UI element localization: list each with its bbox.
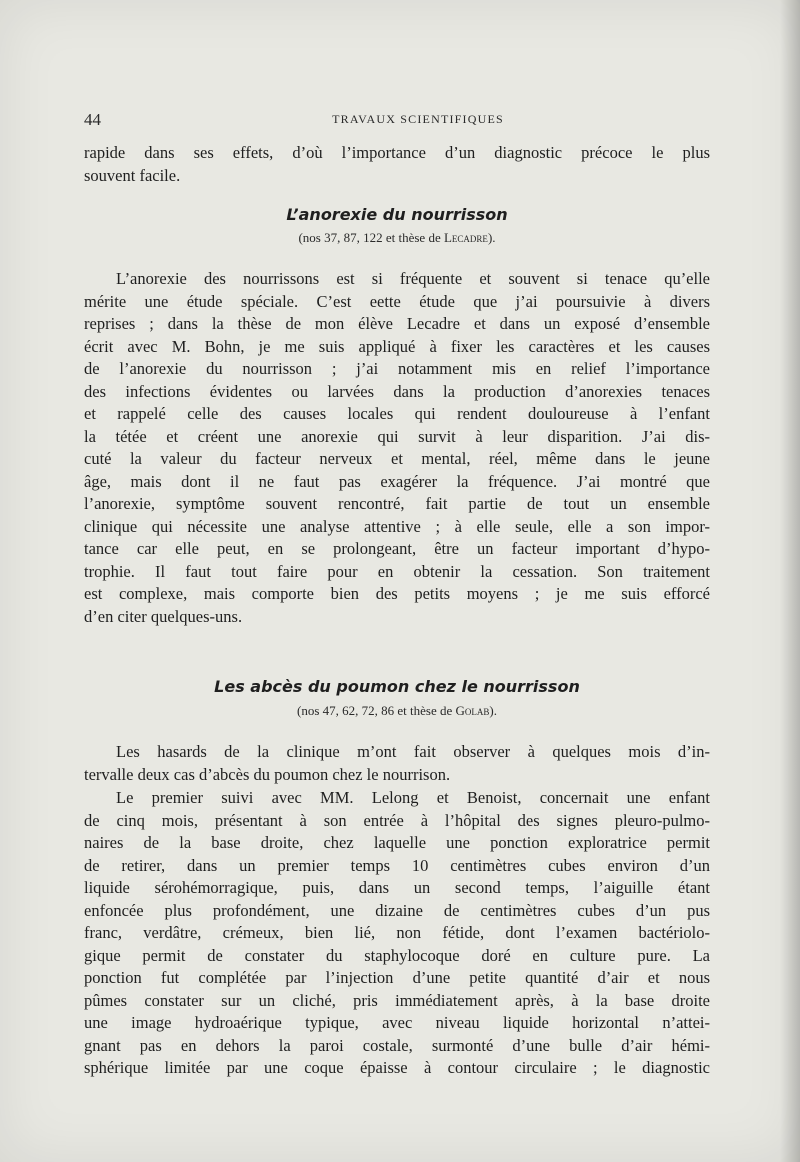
running-title: TRAVAUX SCIENTIFIQUES <box>332 112 504 126</box>
text-line: cuté la valeur du facteur nerveux et mental, réel, même dans le jeune <box>84 449 710 468</box>
page-header <box>84 110 712 130</box>
text-line: de cinq mois, présentant à son entrée à l’hôpital des signes pleuro-pulmo- <box>84 810 710 830</box>
text-line: trophie. Il faut tout faire pour en obtenir la cessation. Son traitement <box>84 561 710 581</box>
text-line: sphérique limitée par une coque épaisse à contour circulaire ; le diagnostic <box>84 1058 710 1077</box>
text-line: clinique qui nécessite une analyse attentive ; à elle seule, elle a son impor- <box>84 516 710 536</box>
section-ref-abces: (nos 47, 62, 72, 86 et thèse de Golab). <box>297 703 497 718</box>
section-ref-anorexie: (nos 37, 87, 122 et thèse de Lecadre). <box>298 230 496 245</box>
text-line: et rappelé celle des causes locales qui rendent douloureuse à l’enfant <box>84 404 710 423</box>
text-line: est complexe, mais comporte bien des petits moyens ; je me suis efforcé <box>84 584 710 603</box>
text-line: d’en citer quelques-uns. <box>84 606 243 626</box>
text-line: franc, verdâtre, crémeux, bien lié, non fétide, dont l’examen bactériolo- <box>84 923 710 942</box>
text-line: des infections évidentes ou larvées dans la production d’anorexies tenaces <box>84 381 710 401</box>
text-line: souvent facile. <box>84 165 181 185</box>
text-line: naires de la base droite, chez laquelle une ponction exploratrice permit <box>84 833 710 852</box>
page-number: 44 <box>84 110 101 129</box>
text-line: de l’anorexie du nourrisson ; j’ai notamment mis en relief l’importance <box>84 359 710 378</box>
text-line: Le premier suivi avec MM. Lelong et Benoist, concernait une enfant <box>116 788 710 807</box>
text-line: Les hasards de la clinique m’ont fait observer à quelques mois d’in- <box>116 742 710 761</box>
text-line: gique permit de constater du staphylocoque doré en culture pure. La <box>84 945 710 965</box>
text-line: liquide sérohémorragique, puis, dans un second temps, l’aiguille étant <box>84 878 710 897</box>
paragraph-anorexie <box>84 268 710 628</box>
text-line: enfoncée plus profondément, une dizaine de centimètres cubes d’un pus <box>84 900 710 920</box>
paragraph-abces-case <box>84 787 710 1080</box>
text-line: tervalle deux cas d’abcès du poumon chez le nourrison. <box>84 764 451 784</box>
text-line: une image hydroaérique typique, avec niveau liquide horizontal n’attei- <box>84 1013 710 1032</box>
text-line: ponction fut complétée par l’injection d’une petite quantité d’air et nous <box>84 968 710 987</box>
text-line: écrit avec M. Bohn, je me suis appliqué à fixer les caractères et les causes <box>84 336 710 356</box>
text-line: l’anorexie, symptôme souvent rencontré, fait partie de tout un ensemble <box>84 494 710 513</box>
section-title-abces: Les abcès du poumon chez le nourrisson <box>214 677 580 696</box>
text-line: tance car elle peut, en se prolongeant, être un facteur important d’hypo- <box>84 539 710 558</box>
paragraph-abces-intro <box>84 741 710 786</box>
text-line: reprises ; dans la thèse de mon élève Lecadre et dans un exposé d’ensemble <box>84 314 710 333</box>
text-line: âge, mais dont il ne faut pas exagérer la fréquence. J’ai montré que <box>84 471 710 491</box>
section-title-anorexie: L’anorexie du nourrisson <box>286 205 508 224</box>
page-fold-shadow <box>780 0 800 1162</box>
text-line: pûmes constater sur un cliché, pris immédiatement après, à la base droite <box>84 990 710 1010</box>
text-line: L’anorexie des nourrissons est si fréquente et souvent si tenace qu’elle <box>116 269 710 288</box>
text-line: de retirer, dans un premier temps 10 centimètres cubes environ d’un <box>84 855 710 875</box>
text-line: la tétée et créent une anorexie qui survit à leur disparition. J’ai dis- <box>84 426 710 446</box>
text-line: gnant pas en dehors la paroi costale, surmonté d’une bulle d’air hémi- <box>84 1035 710 1055</box>
text-line: mérite une étude spéciale. C’est eette étude que j’ai poursuivie à divers <box>84 291 710 311</box>
text-line: rapide dans ses effets, d’où l’importance d’un diagnostic précoce le plus <box>84 143 710 162</box>
intro-paragraph <box>84 142 710 187</box>
